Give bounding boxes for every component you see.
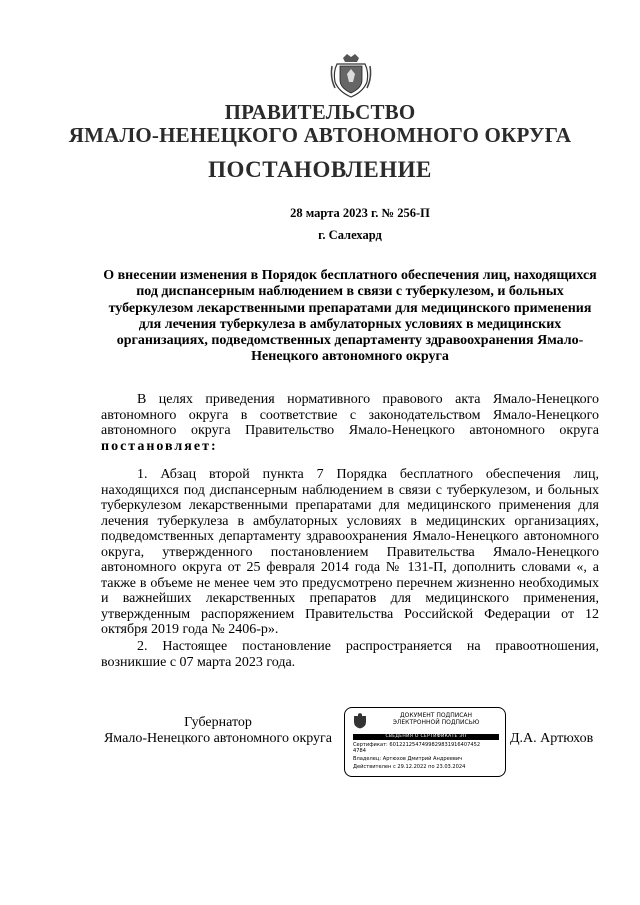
stamp-validity: Действителен с 29.12.2022 по 23.03.2024 [353, 764, 466, 770]
stamp-owner: Владелец: Артюхов Дмитрий Андреевич [353, 756, 463, 762]
stamp-title [371, 713, 501, 726]
stamp-certificate: Сертификат: 6012212547499829831916407452 [353, 742, 481, 748]
item-1-paragraph: 1. Абзац второй пункта 7 Порядка бесплатного обеспечения лиц, находящихся под диспансерным наблюдением в связи с туберкулезом, и больных туберкулезом лекарственными препаратами для медицинского применения для лечения туберкулеза в амбулаторных условиях в медицинских организациях, подведомственных департаменту здравоохранения Ямало-Ненецкого автономного округа, утвержденного постановлением Правительства Ямало-Ненецкого автономного округа от 25 февраля 2014 года № 131-П, дополнить словами «, а также в объеме не менее чем это предусмотрено перечнем жизненно необходимых и важнейших лекарственных препаратов для медицинского применения, утвержденным распоряжением Правительства Российской Федерации от 12 октября 2019 года № 2406-р». [101, 467, 599, 637]
intro-text: В целях приведения нормативного правового акта Ямало-Ненецкого автономного округа в соответствие с законодательством Ямало-Ненецкого автономного округа Правительство Ямало-Ненецкого автономного округа [101, 392, 599, 438]
item-2-paragraph: 2. Настоящее постановление распространяется на правоотношения, возникшие с 07 марта 2023 года. [101, 639, 599, 670]
stamp-certificate-cont: 4784 [353, 748, 366, 754]
coat-of-arms-emblem-icon [329, 52, 373, 98]
electronic-signature-stamp [344, 707, 506, 777]
stamp-emblem-icon [353, 713, 367, 729]
intro-paragraph [101, 392, 599, 454]
document-date-number: 28 марта 2023 г. № 256-П [290, 206, 430, 220]
organization-title-line-1: ПРАВИТЕЛЬСТВО [224, 100, 416, 124]
stamp-title-line-1: ДОКУМЕНТ ПОДПИСАН [399, 712, 473, 719]
stamp-cert-header: СВЕДЕНИЯ О СЕРТИФИКАТЕ ЭП [353, 734, 499, 740]
document-type-title: ПОСТАНОВЛЕНИЕ [208, 157, 432, 182]
document-city: г. Салехард [318, 228, 382, 242]
signatory-position-line-1: Губернатор [184, 715, 252, 730]
signatory-position [100, 715, 336, 747]
signatory-name: Д.А. Артюхов [510, 731, 594, 746]
stamp-title-line-2: ЭЛЕКТРОННОЙ ПОДПИСЬЮ [392, 718, 480, 726]
organization-title-line-2: ЯМАЛО-НЕНЕЦКОГО АВТОНОМНОГО ОКРУГА [68, 123, 572, 147]
signatory-position-line-2: Ямало-Ненецкого автономного округа [103, 731, 333, 746]
resolves-keyword: постановляет: [101, 438, 218, 454]
document-subject: О внесении изменения в Порядок бесплатного обеспечения лиц, находящихся под диспансерным наблюдением в связи с туберкулезом, и больных туберкулезом лекарственными препаратами для медицинского применения для лечения туберкулеза в амбулаторных условиях в медицинских организациях, подведомственных департаменту здравоохранения Ямало-Ненецкого автономного округа [103, 268, 597, 365]
